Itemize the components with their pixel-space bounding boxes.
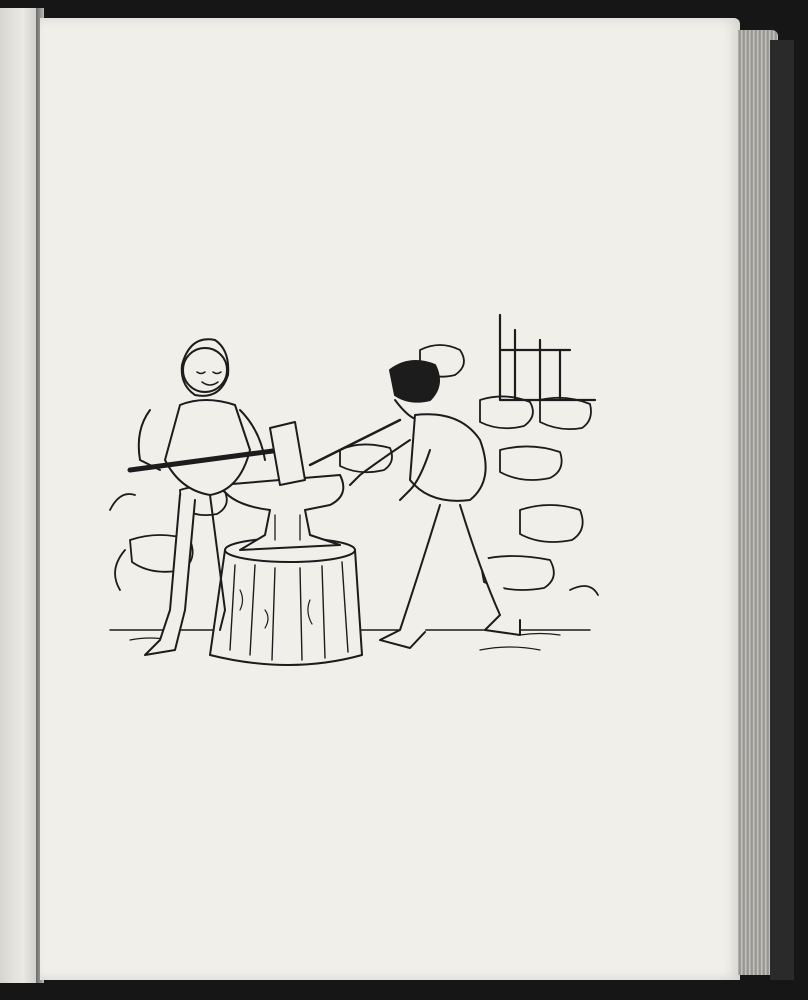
left-facing-page	[0, 8, 38, 983]
book-cover	[770, 40, 794, 980]
anvil	[220, 475, 343, 550]
illustration-anvil-scene	[100, 310, 600, 680]
window	[500, 315, 595, 400]
tree-stump	[210, 538, 362, 665]
